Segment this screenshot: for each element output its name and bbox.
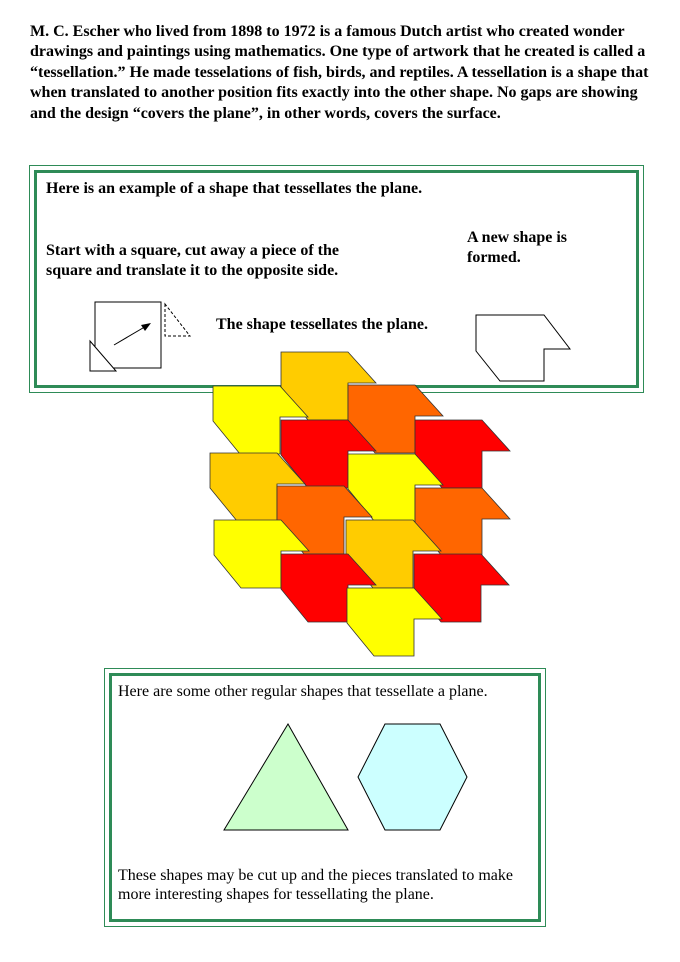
triangle-shape <box>224 724 348 830</box>
cut-square-diagram <box>86 298 196 378</box>
intro-paragraph: M. C. Escher who lived from 1898 to 1972 is a famous Dutch artist who created wonder drawings and paintings using mathematics. One type of artwork that he created is called a “tessellation.” He made tesselations of fish, birds, and reptiles. A tessellation is a shape that when translated to another position fits exactly into the other shape. No gaps are showing and the design “covers the plane”, in other words, covers the surface. <box>30 23 649 122</box>
translated-piece-outline <box>165 304 190 336</box>
regular-shapes-heading: Here are some other regular shapes that tessellate a plane. <box>118 683 488 700</box>
tessellates-caption: The shape tessellates the plane. <box>216 316 428 333</box>
step-instruction: Start with a square, cut away a piece of the square and translate it to the opposite side. <box>46 242 340 279</box>
regular-shapes-footer: These shapes may be cut up and the pieces translated to make more interesting shapes for tessellating the plane. <box>118 867 513 903</box>
tessellation-pattern <box>208 350 508 660</box>
shapes-diagram <box>220 720 540 835</box>
example-heading: Here is an example of a shape that tessellates the plane. <box>46 180 423 197</box>
hexagon-shape <box>358 724 467 830</box>
new-shape-caption: A new shape is formed. <box>467 229 568 266</box>
